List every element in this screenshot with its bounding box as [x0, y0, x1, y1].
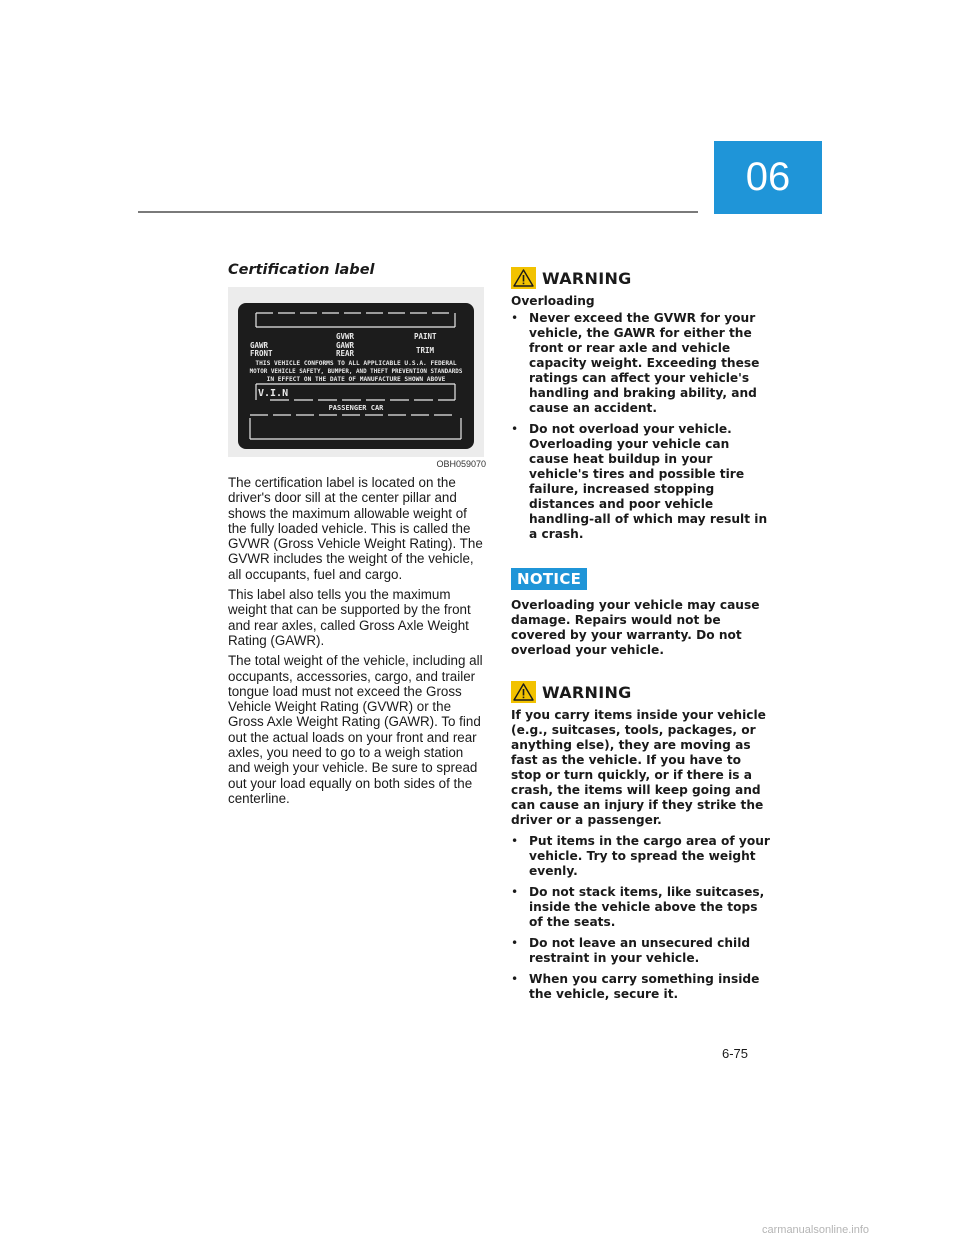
page-number: 6-75 — [722, 1046, 749, 1061]
label-paint: PAINT — [414, 332, 437, 341]
label-gvwr: GVWR — [336, 332, 355, 341]
header-rule — [138, 211, 698, 213]
list-item: • Do not leave an unsecured child restraint in your vehicle. — [511, 936, 773, 966]
left-column — [228, 262, 486, 806]
list-item: • When you carry something inside the vehicle, secure it. — [511, 972, 773, 1002]
warning-box-overloading — [511, 266, 773, 542]
label-gawr-front-1: GAWR — [250, 341, 269, 350]
label-gawr-rear-1: GAWR — [336, 341, 355, 350]
paragraph-2: This label also tells you the maximum weight that can be supported by the front and rear axles, called Gross Axle Weight Rating (GAWR). — [228, 587, 471, 648]
notice-badge: NOTICE — [511, 568, 587, 590]
warning-heading — [511, 680, 773, 704]
label-conforms-2: MOTOR VEHICLE SAFETY, BUMPER, AND THEFT PREVENTION STANDARDS — [249, 369, 463, 375]
section-title: Certification label — [228, 262, 375, 278]
certification-label-figure — [228, 287, 484, 457]
label-gawr-front-2: FRONT — [250, 349, 273, 358]
label-gawr-rear-2: REAR — [336, 349, 355, 358]
right-column — [511, 266, 773, 1008]
label-vin: V.I.N — [258, 388, 289, 399]
notice-box — [511, 548, 773, 658]
label-passenger-car: PASSENGER CAR — [328, 404, 384, 412]
certification-label-illustration — [228, 287, 484, 457]
label-conforms-3: IN EFFECT ON THE DATE OF MANUFACTURE SHOWN ABOVE — [266, 376, 446, 383]
warning-triangle-icon — [511, 681, 536, 703]
chapter-tab — [714, 141, 822, 214]
warning-intro: If you carry items inside your vehicle (e.g., suitcases, tools, packages, or anything else), they are moving as fast as the vehicle. If you have to stop or turn quickly, or if there is a crash, the items will keep going and can cause an injury if they strike the driver or a passenger. — [511, 708, 766, 827]
chapter-number: 06 — [745, 155, 791, 199]
figure-code: OBH059070 — [436, 459, 486, 469]
list-item: • Put items in the cargo area of your vehicle. Try to spread the weight evenly. — [511, 834, 773, 879]
list-item: • Never exceed the GVWR for your vehicle, the GAWR for either the front or rear axle and vehicle capacity weight. Exceeding these ratings can affect your vehicle's handling and braking ability, and cause an accident. — [511, 311, 773, 416]
list-item: • Do not overload your vehicle. Overloading your vehicle can cause heat buildup in your vehicle's tires and possible tire failure, increased stopping distances and poor vehicle handling-all of which may result in a crash. — [511, 422, 773, 542]
warning-title: WARNING — [542, 682, 632, 702]
paragraph-1: The certification label is located on the driver's door sill at the center pillar and shows the maximum allowable weight of the fully loaded vehicle. This is called the GVWR (Gross Vehicle Weight Rating). The GVWR includes the weight of the vehicle, all occupants, fuel and cargo. — [228, 475, 483, 582]
notice-text: Overloading your vehicle may cause damage. Repairs would not be covered by your warranty. Do not overload your vehicle. — [511, 598, 760, 657]
warning-box-cargo — [511, 680, 773, 1002]
warning-heading — [511, 266, 773, 290]
label-trim: TRIM — [416, 346, 435, 355]
paragraph-3: The total weight of the vehicle, including all occupants, accessories, cargo, and trailer tongue load must not exceed the Gross Vehicle Weight Rating (GVWR) or the Gross Axle Weight Rating (GAWR). To find out the actual loads on your front and rear axles, you need to go to a weigh station and weigh your vehicle. Be sure to spread out your load equally on both sides of the centerline. — [228, 653, 483, 806]
warning-list — [511, 834, 773, 1002]
warning-title: WARNING — [542, 268, 632, 288]
warning-triangle-icon — [511, 267, 536, 289]
warning-subheading: Overloading — [511, 294, 595, 308]
warning-list — [511, 311, 773, 542]
watermark: carmanualsonline.info — [762, 1224, 870, 1236]
label-conforms-1: THIS VEHICLE CONFORMS TO ALL APPLICABLE U.S.A. FEDERAL — [255, 360, 457, 367]
list-item: • Do not stack items, like suitcases, inside the vehicle above the tops of the seats. — [511, 885, 773, 930]
